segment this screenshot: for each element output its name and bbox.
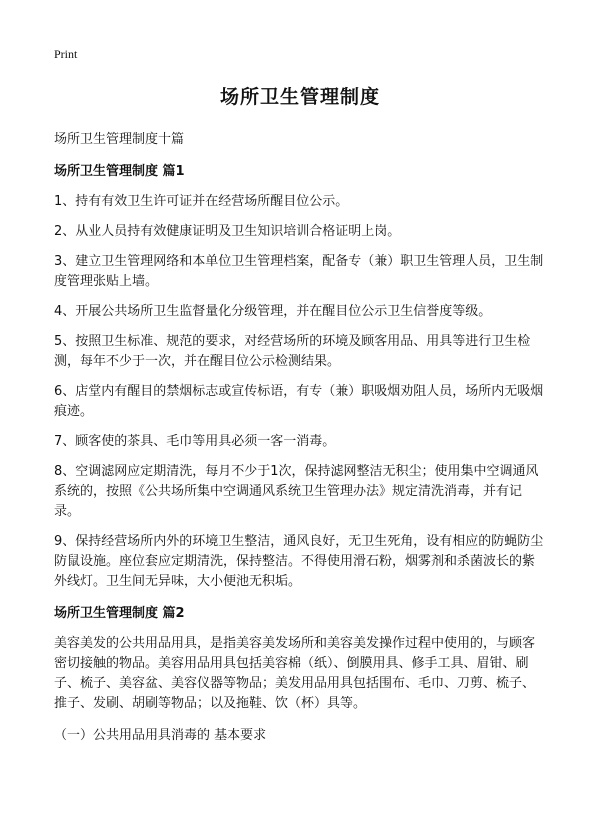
paragraph-1: 1、持有有效卫生许可证并在经营场所醒目位公示。 <box>54 194 349 209</box>
paragraph-9: 9、保持经营场所内外的环境卫生整洁，通风良好，无卫生死角，设有相应的防蝇防尘防鼠设施。座位套应定期清洗，保持整洁。不得使用滑石粉，烟雾剂和杀菌波长的紫外线灯。卫生间无异味，大小便池无积垢。 <box>54 534 544 589</box>
section-heading: 场所卫生管理制度 篇2 <box>54 606 185 621</box>
section-heading: 场所卫生管理制度 篇1 <box>54 164 185 179</box>
section-2 <box>54 604 546 746</box>
section-1 <box>54 162 546 592</box>
paragraph-intro: 美容美发的公共用品用具，是指美容美发场所和美容美发操作过程中使用的，与顾客密切接触的物品。美容用品用具包括美容棉（纸）、倒膜用具、修手工具、眉钳、刷子、梳子、美容盆、美容仪器等物品；美发用品用具包括围布、毛巾、刀剪、梳子、推子、发刷、胡刷等物品；以及拖鞋、饮（杯）具等。 <box>54 636 536 711</box>
print-label: Print <box>54 47 78 61</box>
paragraph-5: 5、按照卫生标准、规范的要求，对经营场所的环境及顾客用品、用具等进行卫生检测，每年不少于一次，并在醒目位公示检测结果。 <box>54 334 531 369</box>
paragraph-8: 8、空调滤网应定期清洗，每月不少于1次，保持滤网整洁无积尘；使用集中空调通风系统的，按照《公共场所集中空调通风系统卫生管理办法》规定清洗消毒，并有记录。 <box>54 464 539 519</box>
paragraph-7: 7、顾客使的茶具、毛巾等用具必须一客一消毒。 <box>54 434 336 449</box>
document-subtitle: 场所卫生管理制度十篇 <box>54 132 185 147</box>
paragraph-3: 3、建立卫生管理网络和本单位卫生管理档案，配备专（兼）职卫生管理人员，卫生制度管理张贴上墙。 <box>54 254 544 289</box>
sub-heading: （一）公共用品用具消毒的 基本要求 <box>54 728 267 743</box>
paragraph-6: 6、店堂内有醒目的禁烟标志或宣传标语，有专（兼）职吸烟劝阻人员，场所内无吸烟痕迹。 <box>54 384 544 419</box>
paragraph-4: 4、开展公共场所卫生监督量化分级管理，并在醒目位公示卫生信誉度等级。 <box>54 304 492 319</box>
paragraph-2: 2、从业人员持有效健康证明及卫生知识培训合格证明上岗。 <box>54 224 401 239</box>
document-title: 场所卫生管理制度 <box>219 86 380 108</box>
